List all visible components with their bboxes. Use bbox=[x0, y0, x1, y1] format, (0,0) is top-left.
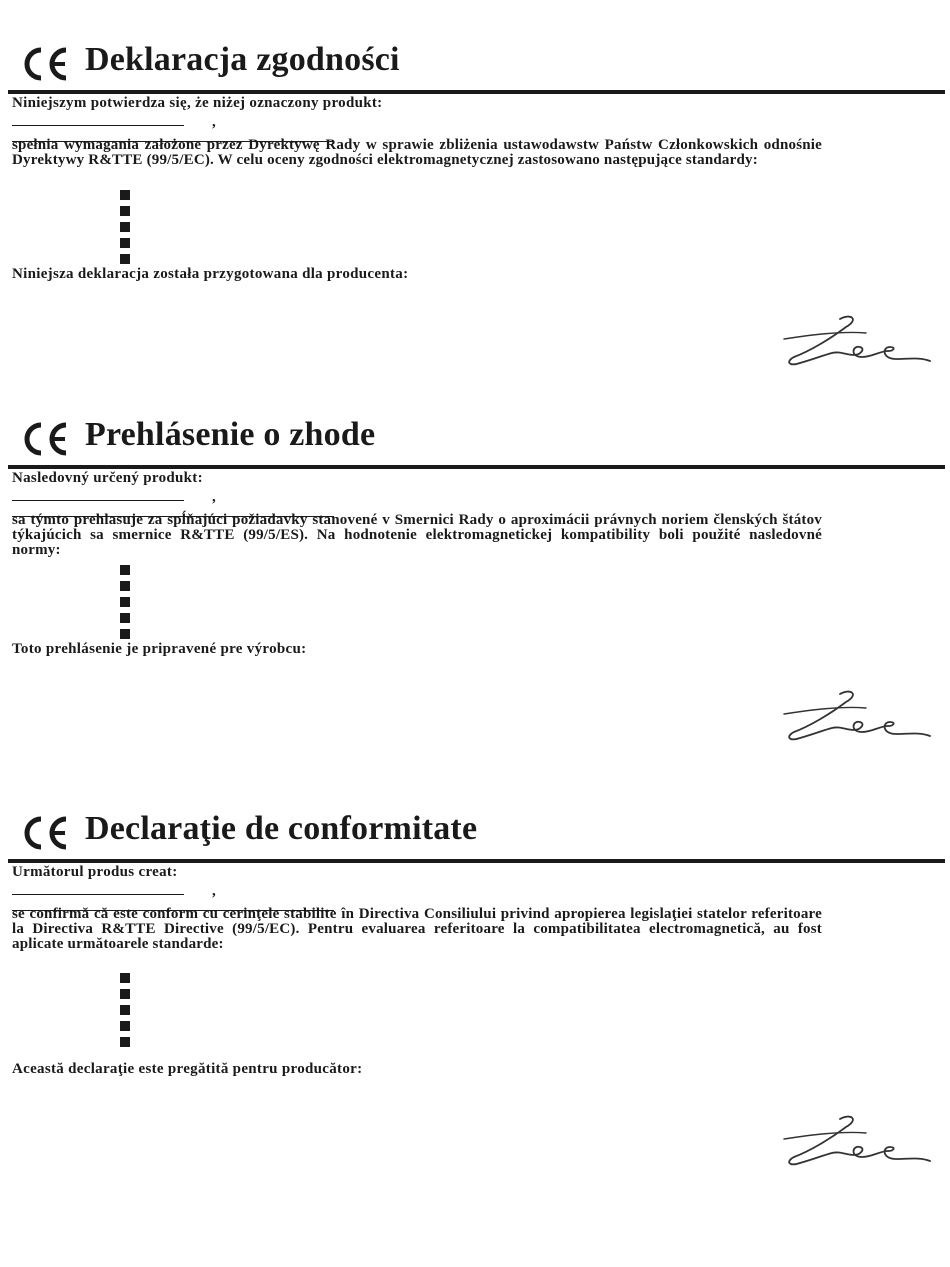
product-name-blank bbox=[12, 894, 184, 895]
square-bullet-icon bbox=[120, 989, 130, 999]
signature bbox=[780, 311, 932, 371]
manufacturer-note: Această declaraţie este pregătită pentru producător: bbox=[12, 1061, 363, 1077]
title-divider bbox=[8, 90, 945, 94]
blank-separator: , bbox=[212, 114, 216, 130]
section-title: Deklaracja zgodności bbox=[85, 41, 400, 78]
square-bullet-icon bbox=[120, 222, 130, 232]
signature bbox=[780, 686, 932, 746]
standards-list bbox=[120, 190, 132, 270]
standards-list bbox=[120, 565, 132, 645]
intro-text: Niniejszym potwierdza się, że niżej oznaczony produkt: bbox=[12, 95, 383, 111]
manufacturer-note: Toto prehlásenie je pripravené pre výrobcu: bbox=[12, 641, 307, 657]
manufacturer-note: Niniejsza deklaracja została przygotowana dla producenta: bbox=[12, 266, 409, 282]
square-bullet-icon bbox=[120, 1037, 130, 1047]
title-divider bbox=[8, 859, 945, 863]
product-name-blank bbox=[12, 500, 184, 501]
square-bullet-icon bbox=[120, 581, 130, 591]
declaration-body: spełnia wymagania założone przez Dyrektywę Rady w sprawie zbliżenia ustawodawstw Państw Członkowskich odnośnie Dyrektywy R&TTE (99/5/EC). W celu oceny zgodności elektromagnetycznej zastosowano następujące standardy: bbox=[12, 137, 822, 168]
section-title: Declaraţie de conformitate bbox=[85, 810, 478, 847]
title-divider bbox=[8, 465, 945, 469]
ce-mark-icon bbox=[20, 421, 70, 457]
square-bullet-icon bbox=[120, 1021, 130, 1031]
signature bbox=[780, 1111, 932, 1171]
square-bullet-icon bbox=[120, 254, 130, 264]
square-bullet-icon bbox=[120, 190, 130, 200]
declaration-body: sa týmto prehlasuje za spĺňajúci požiadavky stanovené v Smernici Rady o aproximácii právnych noriem členských štátov týkajúcich sa smernice R&TTE (99/5/ES). Na hodnotenie elektromagnetickej kompatibility boli použité nasledovné normy: bbox=[12, 512, 822, 558]
square-bullet-icon bbox=[120, 206, 130, 216]
blank-separator: , bbox=[212, 883, 216, 899]
section-title: Prehlásenie o zhode bbox=[85, 416, 376, 453]
square-bullet-icon bbox=[120, 1005, 130, 1015]
product-name-blank bbox=[12, 125, 184, 126]
square-bullet-icon bbox=[120, 613, 130, 623]
square-bullet-icon bbox=[120, 629, 130, 639]
ce-mark-icon bbox=[20, 46, 70, 82]
square-bullet-icon bbox=[120, 238, 130, 248]
ce-mark-icon bbox=[20, 815, 70, 851]
standards-list bbox=[120, 973, 132, 1053]
blank-separator: , bbox=[212, 489, 216, 505]
declaration-body: se confirmă că este conform cu cerinţele stabilite în Directiva Consiliului privind apropierea legislaţiei statelor referitoare la Directiva R&TTE Directive (99/5/EC). Pentru evaluarea referitoare la compatibilitatea electromagnetică, au fost aplicate următoarele standarde: bbox=[12, 906, 822, 952]
square-bullet-icon bbox=[120, 597, 130, 607]
intro-text: Următorul produs creat: bbox=[12, 864, 178, 880]
intro-text: Nasledovný určený produkt: bbox=[12, 470, 203, 486]
square-bullet-icon bbox=[120, 565, 130, 575]
square-bullet-icon bbox=[120, 973, 130, 983]
